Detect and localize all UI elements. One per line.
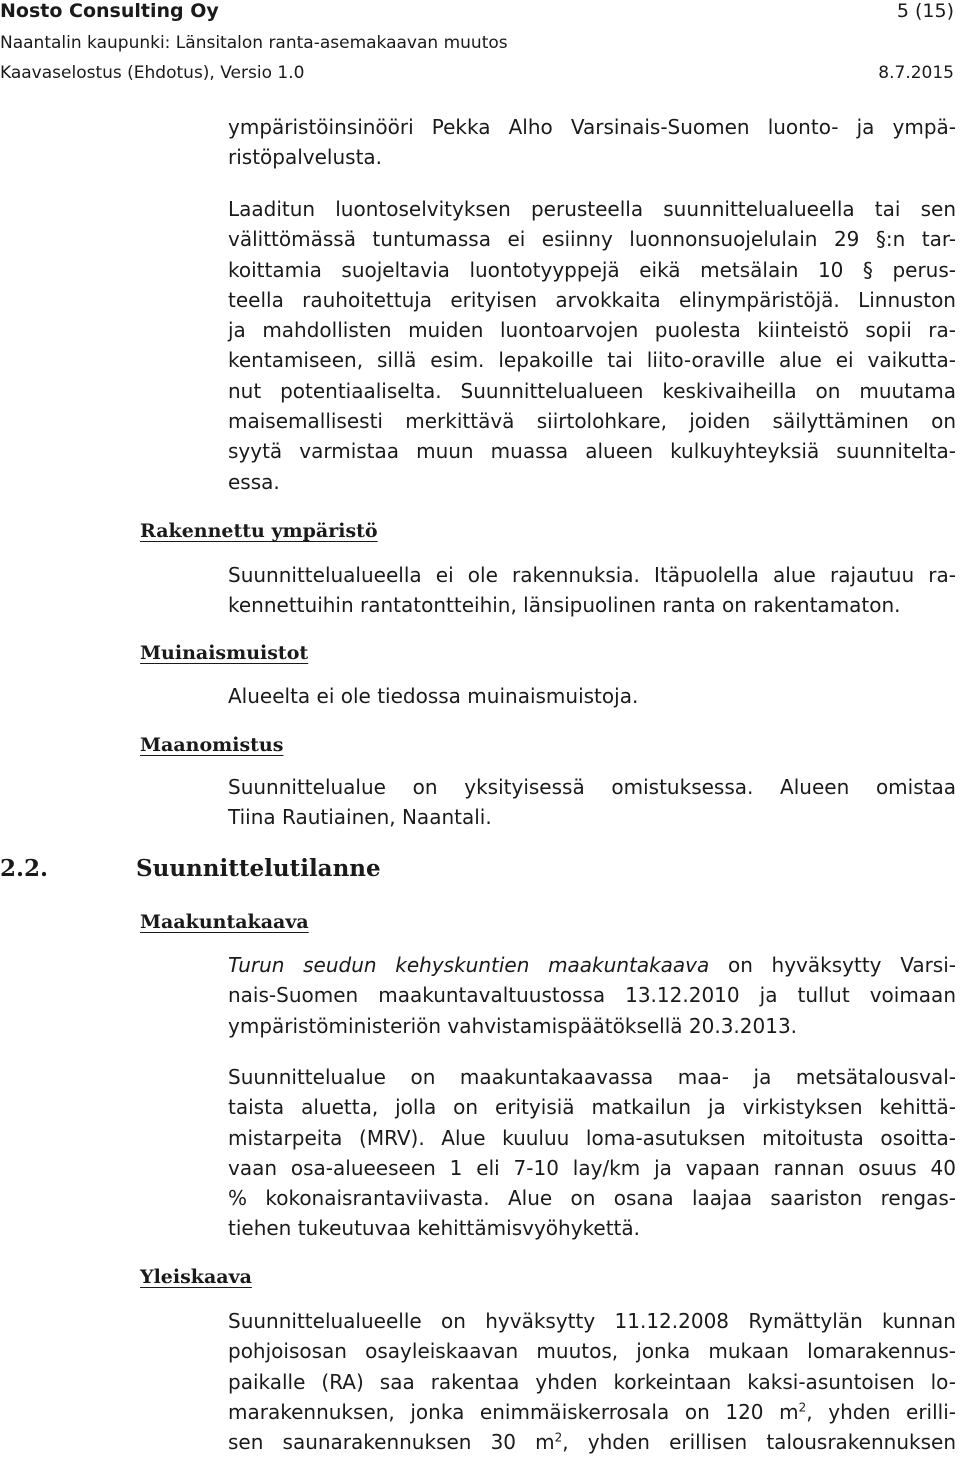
built-environment-paragraph: [228, 560, 956, 621]
superscript: 2: [798, 1400, 807, 1415]
text-line: nut potentiaaliselta. Suunnittelualueen keskivaiheilla on muutama: [228, 378, 956, 403]
page-header: [0, 0, 960, 92]
text-line: Laaditun luontoselvityksen perusteella suunnittelualueella tai sen: [228, 197, 956, 221]
text-line: koittamia suojeltavia luontotyyppejä eikä metsälain 10 § perus-: [228, 257, 956, 282]
master-plan-paragraph: [228, 1306, 956, 1457]
text-line: paikalle (RA) saa rakentaa yhden korkeintaan kaksi-asuntoisen lo-: [228, 1369, 956, 1394]
heading-master-plan: Yleiskaava: [140, 1266, 252, 1288]
plan-name: Turun seudun kehyskuntien maakuntakaava: [228, 953, 710, 977]
text-line: kennettuihin rantatontteihin, länsipuolinen ranta on rakentamaton.: [228, 593, 901, 618]
text-line: ympäristöinsinööri Pekka Alho Varsinais-Suomen luonto- ja ympä-: [228, 115, 956, 139]
text-line: kentamiseen, sillä esim. lepakoille tai liito-oraville alue ei vaikutta-: [228, 348, 956, 373]
section-title: Suunnittelutilanne: [136, 855, 381, 882]
page-number: 5 (15): [896, 0, 954, 22]
heading-relics: Muinaismuistot: [140, 642, 309, 664]
text-line: mistarpeita (MRV). Alue kuuluu loma-asutuksen mitoitusta osoitta-: [228, 1125, 956, 1150]
nature-paragraph: [228, 194, 956, 497]
text-fragment: , yhden erilli-: [806, 1399, 957, 1424]
heading-regional-plan: Maakuntakaava: [140, 911, 309, 933]
project-title: Naantalin kaupunki: Länsitalon ranta-asemakaavan muutos: [0, 33, 508, 53]
heading-built-environment: Rakennettu ympäristö: [140, 520, 378, 542]
text-line: nais-Suomen maakuntavaltuustossa 13.12.2010 ja tullut voimaan: [228, 983, 956, 1008]
text-line: Alueelta ei ole tiedossa muinaismuistoja.: [228, 684, 639, 708]
text-line: [228, 1427, 956, 1457]
text-line: taista aluetta, jolla on erityisiä matkailun ja virkistyksen kehittä-: [228, 1095, 956, 1120]
text-line: pohjoisosan osayleiskaavan muutos, jonka mukaan lomarakennus-: [228, 1339, 956, 1364]
text-line: välittömässä tuntumassa ei esiinny luonnonsuojelulain 29 §:n tar-: [228, 227, 956, 252]
text-fragment: on hyväksytty Varsi-: [709, 953, 956, 977]
text-fragment: , yhden erillisen talousrakennuksen: [562, 1430, 956, 1455]
header-row-1: [0, 0, 954, 30]
heading-ownership: Maanomistus: [140, 734, 284, 756]
regional-plan-paragraph-1: [228, 950, 956, 1041]
text-line: ympäristöministeriön vahvistamispäätöksellä 20.3.2013.: [228, 1013, 798, 1038]
text-line: Tiina Rautiainen, Naantali.: [228, 805, 492, 830]
text-line: syytä varmistaa muun muassa alueen kulkuyhteyksiä suunnitelta-: [228, 439, 956, 464]
text-line: teella rauhoitettuja erityisen arvokkaita elinympäristöjä. Linnuston: [228, 287, 956, 312]
intro-paragraph: [228, 112, 956, 173]
ownership-paragraph: [228, 772, 956, 833]
header-row-2: [0, 33, 954, 57]
document-version: Kaavaselostus (Ehdotus), Versio 1.0: [0, 63, 305, 83]
document-date: 8.7.2015: [878, 63, 954, 83]
text-line: maisemallisesti merkittävä siirtolohkare, joiden säilyttäminen on: [228, 409, 956, 434]
text-fragment: sen saunarakennuksen 30 m: [228, 1430, 555, 1455]
company-name: Nosto Consulting Oy: [0, 0, 219, 22]
text-line: [228, 950, 956, 980]
superscript: 2: [554, 1430, 563, 1445]
section-number: 2.2.: [0, 855, 49, 882]
text-line: Suunnittelualue on yksityisessä omistuksessa. Alueen omistaa: [228, 775, 956, 799]
section-heading: [0, 855, 381, 882]
text-line: Suunnittelualueella ei ole rakennuksia. Itäpuolella alue rajautuu ra-: [228, 563, 956, 587]
text-line: essa.: [228, 469, 280, 494]
text-line: [228, 1397, 956, 1427]
text-line: ja mahdollisten muiden luontoarvojen puolesta kiinteistö sopii ra-: [228, 318, 956, 343]
regional-plan-paragraph-2: [228, 1062, 956, 1244]
text-line: Suunnittelualueelle on hyväksytty 11.12.2008 Rymättylän kunnan: [228, 1309, 956, 1333]
text-line: Suunnittelualue on maakuntakaavassa maa- ja metsätalousval-: [228, 1065, 956, 1089]
relics-paragraph: [228, 681, 956, 711]
text-line: ristöpalvelusta.: [228, 145, 383, 170]
header-row-3: [0, 63, 954, 87]
text-line: % kokonaisrantaviivasta. Alue on osana laajaa saariston rengas-: [228, 1186, 956, 1211]
text-line: tiehen tukeutuvaa kehittämisvyöhykettä.: [228, 1216, 641, 1241]
text-line: vaan osa-alueeseen 1 eli 7-10 lay/km ja vapaan rannan osuus 40: [228, 1155, 956, 1180]
text-fragment: marakennuksen, jonka enimmäiskerrosala on 120 m: [228, 1399, 799, 1424]
